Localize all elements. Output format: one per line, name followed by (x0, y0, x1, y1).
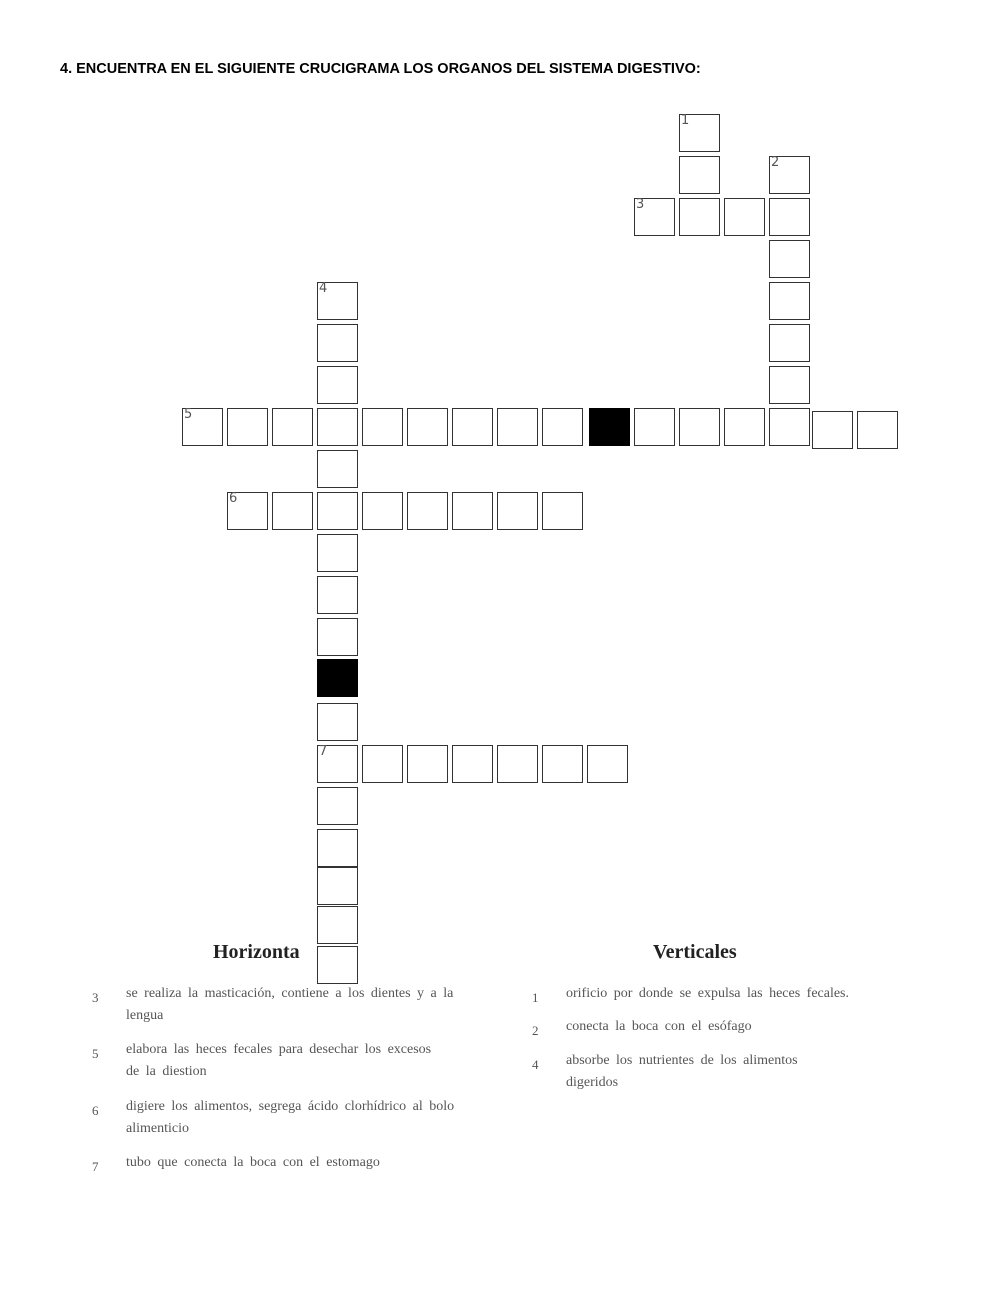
clue-horizontal-6 (92, 1096, 472, 1140)
crossword-cell[interactable] (317, 324, 358, 362)
blocked-cell (317, 659, 358, 697)
clue-vertical-1 (532, 983, 912, 1007)
horizontal-heading: Horizonta (213, 941, 300, 963)
cell-number: 3 (636, 197, 645, 212)
clue-number: 1 (532, 990, 539, 1005)
clue-text: digiere los alimentos, segrega ácido clorhídrico al bolo alimenticio (126, 1099, 455, 1136)
crossword-cell[interactable] (362, 492, 403, 530)
clue-number: 5 (92, 1046, 99, 1061)
crossword-cell[interactable] (272, 408, 313, 446)
clue-text: elabora las heces fecales para desechar los excesos de la diestion (126, 1042, 432, 1079)
crossword-cell[interactable] (769, 408, 810, 446)
crossword-cell[interactable] (317, 703, 358, 741)
cell-number: 5 (184, 407, 193, 422)
crossword-cell[interactable] (679, 156, 720, 194)
crossword-cell[interactable] (317, 408, 358, 446)
crossword-cell[interactable] (317, 492, 358, 530)
crossword-cell[interactable] (452, 745, 493, 783)
crossword-cell[interactable] (317, 534, 358, 572)
crossword-cell[interactable] (407, 408, 448, 446)
crossword-cell[interactable] (724, 408, 765, 446)
crossword-cell[interactable] (407, 745, 448, 783)
crossword-cell[interactable] (182, 408, 223, 446)
crossword-cell[interactable] (769, 156, 810, 194)
crossword-cell[interactable] (679, 408, 720, 446)
crossword-cell[interactable] (317, 745, 358, 783)
clue-horizontal-7 (92, 1152, 472, 1176)
crossword-cell[interactable] (317, 906, 358, 944)
crossword-cell[interactable] (812, 411, 853, 449)
crossword-cell[interactable] (542, 408, 583, 446)
crossword-cell[interactable] (317, 787, 358, 825)
crossword-cell[interactable] (769, 240, 810, 278)
crossword-cell[interactable] (227, 408, 268, 446)
crossword-cell[interactable] (634, 408, 675, 446)
crossword-cell[interactable] (317, 366, 358, 404)
clue-number: 6 (92, 1103, 99, 1118)
crossword-cell[interactable] (272, 492, 313, 530)
crossword-cell[interactable] (317, 282, 358, 320)
crossword-cell[interactable] (769, 324, 810, 362)
crossword-cell[interactable] (497, 745, 538, 783)
crossword-cell[interactable] (769, 198, 810, 236)
clue-text: se realiza la masticación, contiene a los dientes y a la lengua (126, 986, 454, 1023)
crossword-cell[interactable] (497, 408, 538, 446)
crossword-cell[interactable] (679, 114, 720, 152)
crossword-cell[interactable] (362, 745, 403, 783)
clue-number: 7 (92, 1159, 99, 1174)
crossword-cell[interactable] (634, 198, 675, 236)
blocked-cell (589, 408, 630, 446)
crossword-cell[interactable] (317, 450, 358, 488)
crossword-cell[interactable] (724, 198, 765, 236)
clue-vertical-2 (532, 1016, 912, 1040)
clue-text: orificio por donde se expulsa las heces fecales. (566, 986, 850, 1001)
crossword-cell[interactable] (317, 618, 358, 656)
clue-horizontal-3 (92, 983, 472, 1027)
crossword-cell[interactable] (227, 492, 268, 530)
clue-text: conecta la boca con el esófago (566, 1019, 752, 1034)
crossword-cell[interactable] (679, 198, 720, 236)
clue-vertical-4 (532, 1050, 912, 1094)
crossword-cell[interactable] (769, 282, 810, 320)
crossword-cell[interactable] (407, 492, 448, 530)
cell-number: 6 (229, 491, 238, 506)
clue-number: 3 (92, 990, 99, 1005)
crossword-cell[interactable] (769, 366, 810, 404)
crossword-cell[interactable] (362, 408, 403, 446)
crossword-cell[interactable] (587, 745, 628, 783)
cell-number: 1 (681, 113, 690, 128)
clue-text: absorbe los nutrientes de los alimentos digeridos (566, 1053, 798, 1090)
vertical-heading: Verticales (653, 941, 737, 963)
crossword-cell[interactable] (542, 492, 583, 530)
clue-horizontal-5 (92, 1039, 472, 1083)
crossword-cell[interactable] (542, 745, 583, 783)
exercise-title: 4. ENCUENTRA EN EL SIGUIENTE CRUCIGRAMA LOS ORGANOS DEL SISTEMA DIGESTIVO: (60, 61, 701, 77)
crossword-cell[interactable] (452, 492, 493, 530)
crossword-cell[interactable] (317, 867, 358, 905)
crossword-cell[interactable] (857, 411, 898, 449)
crossword-cell[interactable] (497, 492, 538, 530)
clue-number: 2 (532, 1023, 539, 1038)
clue-number: 4 (532, 1057, 539, 1072)
crossword-cell[interactable] (452, 408, 493, 446)
crossword-cell[interactable] (317, 576, 358, 614)
cell-number: 4 (319, 281, 328, 296)
cell-number: 2 (771, 155, 780, 170)
crossword-cell[interactable] (317, 829, 358, 867)
crossword-cell[interactable] (317, 946, 358, 984)
cell-number: 7 (319, 744, 328, 759)
clue-text: tubo que conecta la boca con el estomago (126, 1155, 380, 1170)
